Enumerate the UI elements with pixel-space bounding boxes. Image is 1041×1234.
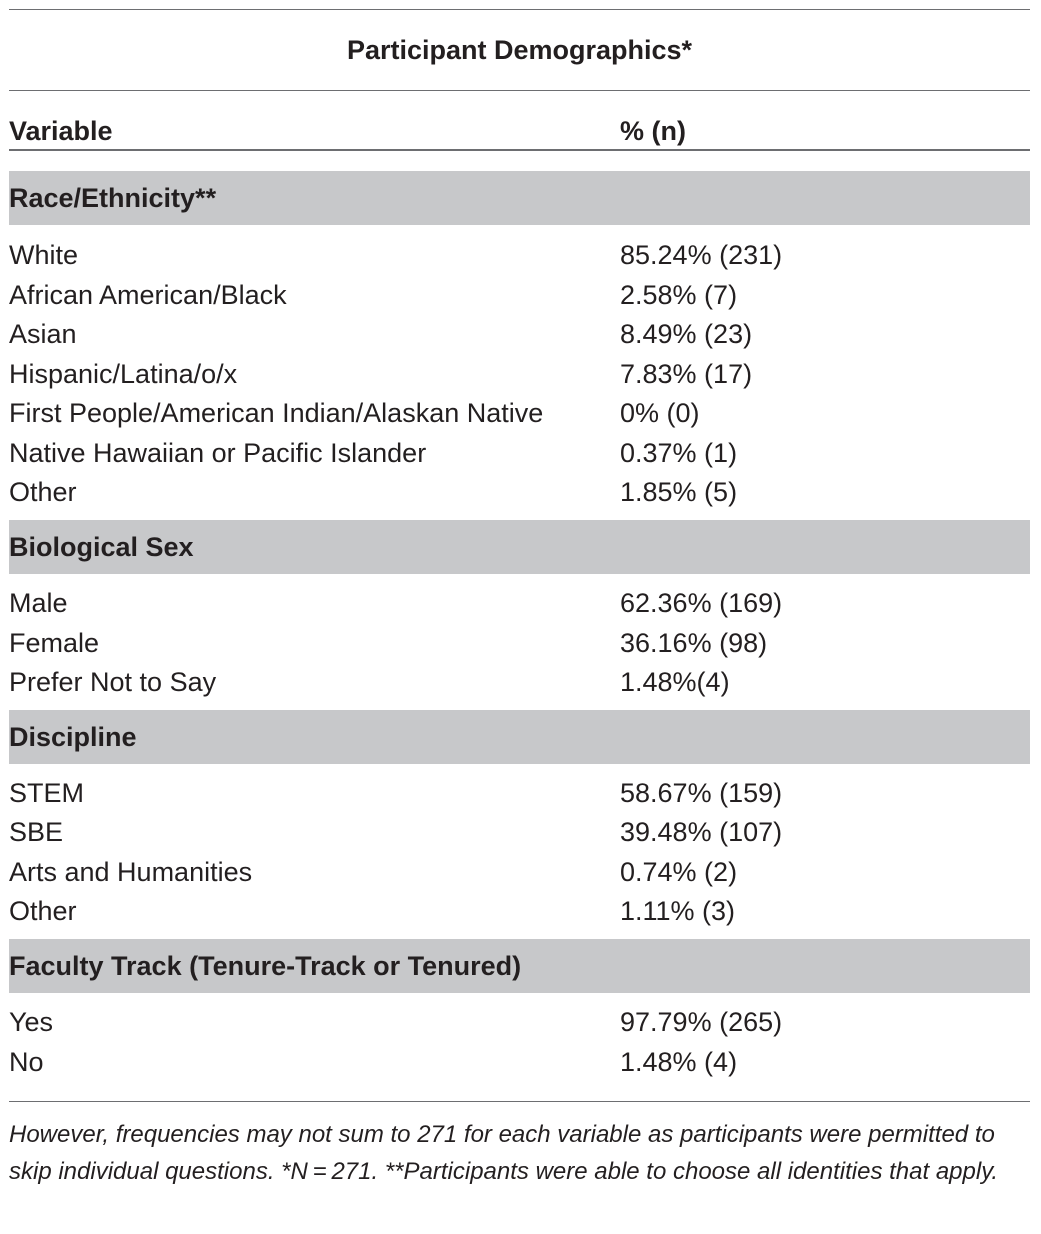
row-variable: Female — [9, 628, 100, 658]
row-value: 1.48% (4) — [620, 1047, 738, 1077]
row-variable: Hispanic/Latina/o/x — [9, 359, 238, 389]
table-row — [9, 275, 1030, 315]
row-variable: No — [9, 1047, 44, 1077]
top-rule — [9, 9, 1030, 10]
row-variable: STEM — [9, 778, 85, 808]
table-row — [9, 662, 1030, 702]
section-label: Faculty Track (Tenure-Track or Tenured) — [9, 951, 522, 981]
table-row — [9, 472, 1030, 512]
row-value: 7.83% (17) — [620, 359, 753, 389]
section-label: Biological Sex — [9, 532, 194, 562]
table-footnote: However, frequencies may not sum to 271 for each variable as participants were permitted to skip individual questions. *N = 271. **Participants were able to choose all identities that apply. — [9, 1121, 999, 1185]
row-variable: Other — [9, 896, 77, 926]
column-header-value: % (n) — [620, 116, 686, 146]
table-row — [9, 1002, 1030, 1042]
row-value: 1.11% (3) — [620, 896, 736, 926]
row-variable: First People/American Indian/Alaskan Native — [9, 398, 544, 428]
section-header-faculty-track — [9, 939, 1030, 993]
table-row — [9, 852, 1030, 892]
row-value: 58.67% (159) — [620, 778, 783, 808]
header-rule — [9, 149, 1030, 151]
table-row — [9, 433, 1030, 473]
row-value: 39.48% (107) — [620, 817, 783, 847]
table-row — [9, 1042, 1030, 1082]
row-variable: Arts and Humanities — [9, 857, 253, 887]
row-value: 0% (0) — [620, 398, 700, 428]
section-header-race-ethnicity — [9, 171, 1030, 225]
row-value: 0.74% (2) — [620, 857, 738, 887]
row-value: 1.85% (5) — [620, 477, 738, 507]
row-value: 8.49% (23) — [620, 319, 753, 349]
row-variable: SBE — [9, 817, 64, 847]
table-row — [9, 812, 1030, 852]
table-row — [9, 891, 1030, 931]
table-row — [9, 314, 1030, 354]
section-header-discipline — [9, 710, 1030, 764]
row-value: 1.48%(4) — [620, 667, 730, 697]
section-label: Discipline — [9, 722, 137, 752]
row-variable: Other — [9, 477, 77, 507]
section-header-biological-sex — [9, 520, 1030, 574]
table-row — [9, 393, 1030, 433]
row-variable: Prefer Not to Say — [9, 667, 217, 697]
title-rule — [9, 90, 1030, 91]
table-row — [9, 773, 1030, 813]
row-variable: African American/Black — [9, 280, 287, 310]
row-value: 97.79% (265) — [620, 1007, 783, 1037]
row-value: 62.36% (169) — [620, 588, 783, 618]
table-row — [9, 235, 1030, 275]
row-value: 85.24% (231) — [620, 240, 783, 270]
row-variable: Yes — [9, 1007, 54, 1037]
section-label: Race/Ethnicity** — [9, 183, 217, 213]
table-row — [9, 623, 1030, 663]
table-row — [9, 583, 1030, 623]
table-title: Participant Demographics* — [346, 35, 693, 65]
row-variable: White — [9, 240, 79, 270]
row-variable: Male — [9, 588, 68, 618]
row-value: 36.16% (98) — [620, 628, 768, 658]
table-row — [9, 354, 1030, 394]
row-variable: Asian — [9, 319, 77, 349]
bottom-rule — [9, 1101, 1030, 1102]
column-header-variable: Variable — [9, 116, 113, 146]
row-variable: Native Hawaiian or Pacific Islander — [9, 438, 427, 468]
row-value: 2.58% (7) — [620, 280, 738, 310]
row-value: 0.37% (1) — [620, 438, 738, 468]
